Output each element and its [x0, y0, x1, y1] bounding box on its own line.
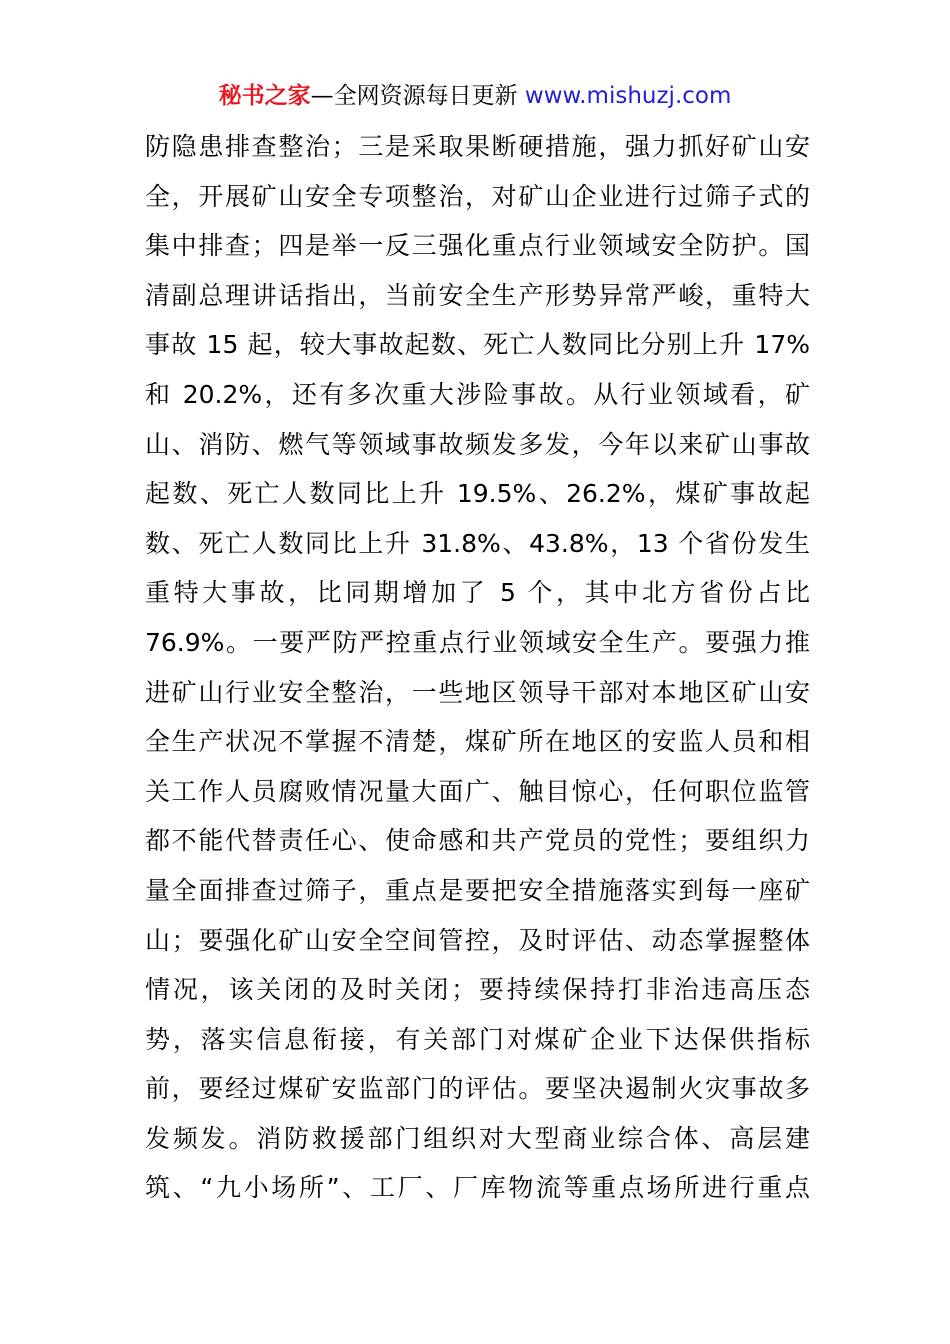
- body-line: 数、死亡人数同比上升 31.8%、43.8%，13 个省份发生: [145, 528, 810, 558]
- body-line: 都不能代替责任心、使命感和共产党员的党性；要组织力: [145, 826, 810, 856]
- body-line: 清副总理讲话指出，当前安全生产形势异常严峻，重特大: [145, 280, 810, 310]
- body-line: 76.9%。一要严防严控重点行业领域安全生产。要强力推: [145, 627, 810, 657]
- body-line: 关工作人员腐败情况量大面广、触目惊心，任何职位监管: [145, 776, 810, 806]
- body-line: 前，要经过煤矿安监部门的评估。要坚决遏制火灾事故多: [145, 1074, 810, 1104]
- body-line: 全生产状况不掌握不清楚，煤矿所在地区的安监人员和相: [145, 727, 810, 757]
- body-line: 山、消防、燃气等领域事故频发多发，今年以来矿山事故: [145, 429, 810, 459]
- document-body: [145, 122, 810, 1213]
- body-line: 和 20.2%，还有多次重大涉险事故。从行业领域看，矿: [145, 379, 810, 409]
- brand-name: 秘书之家: [218, 83, 311, 109]
- body-line: 重特大事故，比同期增加了 5 个，其中北方省份占比: [145, 578, 810, 608]
- body-line: 集中排查；四是举一反三强化重点行业领域安全防护。国: [145, 231, 810, 261]
- body-line: 情况，该关闭的及时关闭；要持续保持打非治违高压态: [145, 975, 810, 1005]
- body-line: 筑、“九小场所”、工厂、厂库物流等重点场所进行重点: [145, 1173, 810, 1203]
- body-line: 进矿山行业安全整治，一些地区领导干部对本地区矿山安: [145, 677, 810, 707]
- body-line: 山；要强化矿山安全空间管控，及时评估、动态掌握整体: [145, 925, 810, 955]
- body-line: 全，开展矿山安全专项整治，对矿山企业进行过筛子式的: [145, 181, 810, 211]
- body-line: 起数、死亡人数同比上升 19.5%、26.2%，煤矿事故起: [145, 479, 810, 509]
- body-line: 事故 15 起，较大事故起数、死亡人数同比分别上升 17%: [145, 330, 810, 360]
- body-line: 发频发。消防救援部门组织对大型商业综合体、高层建: [145, 1123, 810, 1153]
- body-line: 量全面排查过筛子，重点是要把安全措施落实到每一座矿: [145, 875, 810, 905]
- site-url-link[interactable]: www.mishuzj.com: [524, 83, 732, 109]
- body-line: 防隐患排查整治；三是采取果断硬措施，强力抓好矿山安: [145, 132, 810, 161]
- header-tagline: —全网资源每日更新: [310, 83, 525, 109]
- page-header: [0, 80, 950, 112]
- body-line: 势，落实信息衔接，有关部门对煤矿企业下达保供指标: [145, 1024, 810, 1054]
